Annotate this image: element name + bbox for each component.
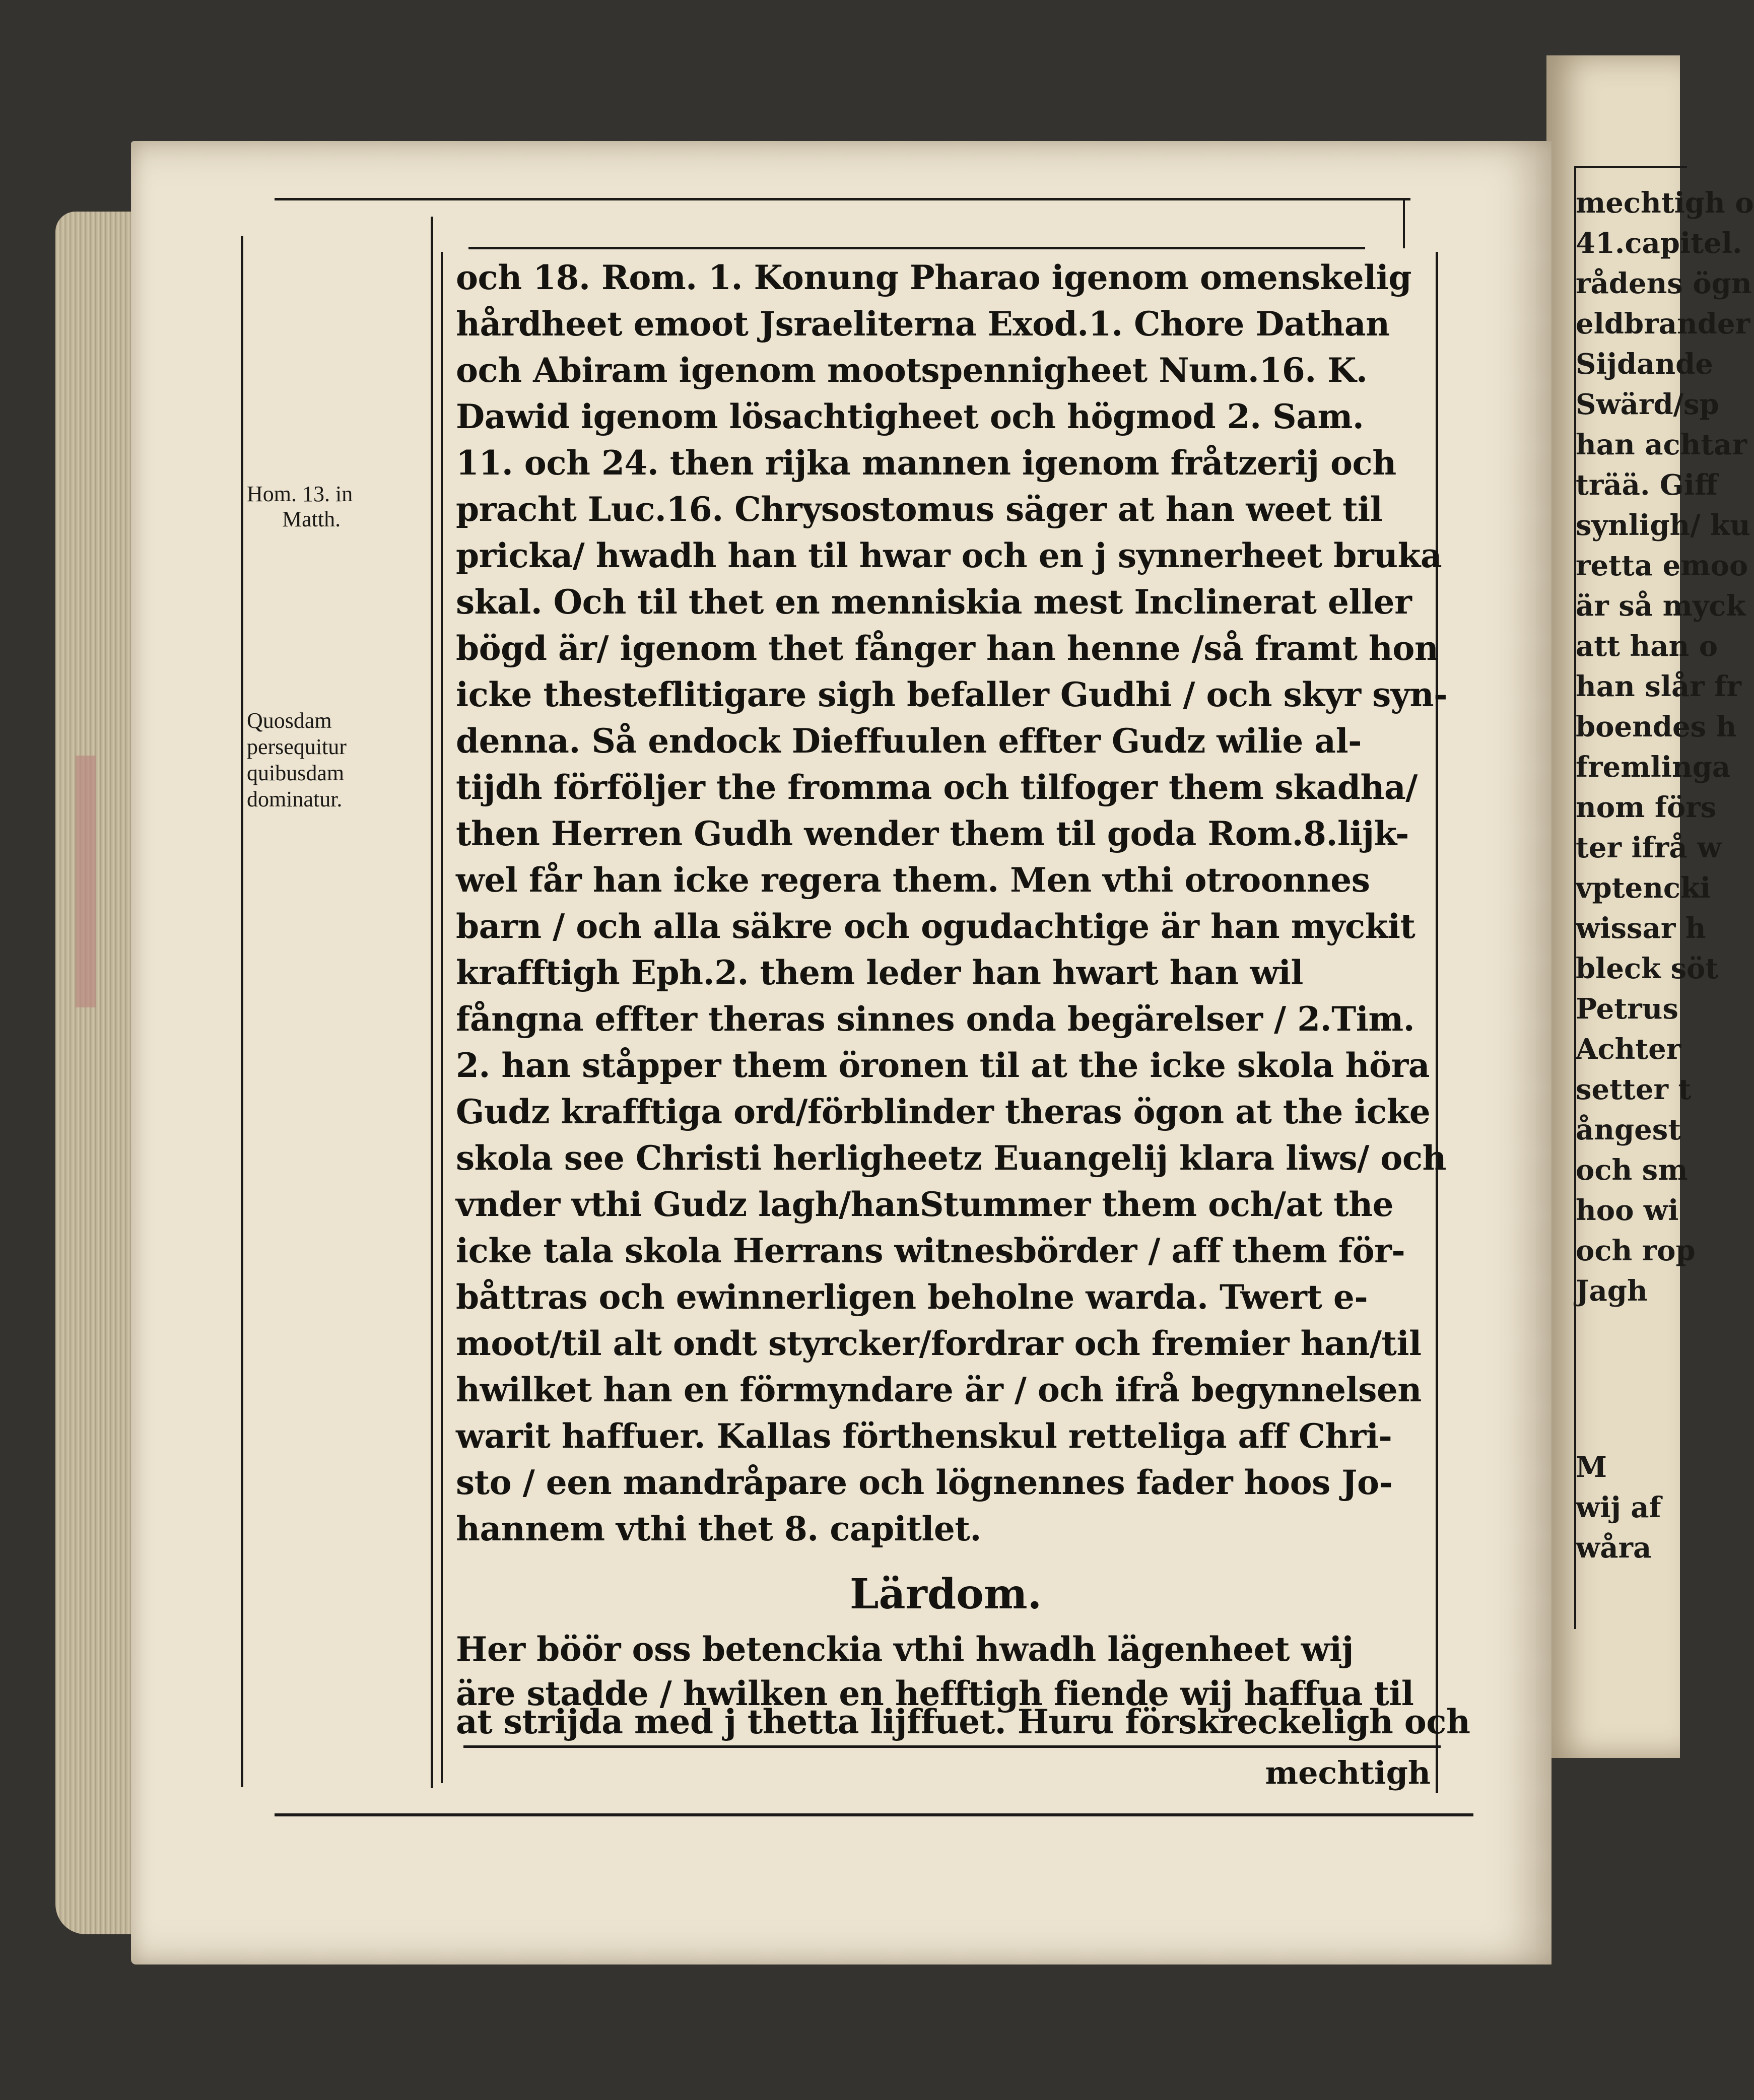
- text-line: 11. och 24. then rijka mannen igenom fråtzerij och: [456, 443, 1396, 483]
- text-line: skal. Och til thet en menniskia mest Inclinerat eller: [456, 582, 1412, 622]
- text-line: hårdheet emoot Jsraeliterna Exod.1. Chore Dathan: [456, 304, 1390, 344]
- marginal-note: Hom. 13. in: [247, 482, 353, 506]
- text-line: icke tala skola Herrans witnesbörder / aff them för-: [456, 1231, 1405, 1270]
- marginal-note: persequitur: [247, 734, 347, 759]
- facing-text-line: ångest: [1576, 1113, 1681, 1146]
- text-line: Her böör oss betenckia vthi hwadh lägenheet wij: [456, 1630, 1354, 1669]
- facing-text-line: M: [1576, 1451, 1607, 1484]
- facing-text-line: han slår fr: [1576, 670, 1741, 703]
- frame-right-rule: [1403, 198, 1405, 248]
- text-line: och 18. Rom. 1. Konung Pharao igenom omenskelig: [456, 258, 1411, 297]
- facing-text-line: nom förs: [1576, 791, 1717, 824]
- frame-left-rule: [241, 236, 243, 1787]
- facing-text-line: och sm: [1576, 1154, 1688, 1187]
- text-line: tijdh förföljer the fromma och tilfoger them skadha/: [456, 768, 1418, 807]
- text-line: pricka/ hwadh han til hwar och en j synnerheet bruka: [456, 536, 1442, 575]
- facing-text-line: boendes h: [1576, 710, 1737, 743]
- facing-text-line: wissar h: [1576, 912, 1706, 945]
- frame-bottom-rule: [275, 1813, 1473, 1816]
- facing-text-line: Jagh: [1576, 1274, 1648, 1308]
- facing-text-line: att han o: [1576, 630, 1718, 663]
- text-right-rule: [1436, 252, 1438, 1793]
- text-line: at strijda med j thetta lijffuet. Huru förskreckeligh och: [456, 1702, 1470, 1741]
- facing-text-line: trää. Giff: [1576, 468, 1718, 502]
- text-line: sto / een mandråpare och lögnennes fader hoos Jo-: [456, 1463, 1393, 1502]
- facing-text-line: han achtar: [1576, 428, 1747, 461]
- text-line: äre stadde / hwilken en hefftigh fiende wij haffua til: [456, 1674, 1414, 1713]
- marginal-note: quibusdam: [247, 761, 345, 785]
- text-line: barn / och alla säkre och ogudachtige är han myckit: [456, 907, 1415, 946]
- text-line: och Abiram igenom mootspennigheet Num.16. K.: [456, 351, 1368, 390]
- facing-text-line: Swärd/sp: [1576, 388, 1719, 421]
- facing-text-line: Achter: [1576, 1033, 1681, 1066]
- marginal-note: dominatur.: [247, 787, 343, 811]
- facing-text-line: mechtigh o: [1576, 186, 1754, 220]
- facing-text-line: Petrus: [1576, 992, 1678, 1026]
- facing-text-line: 41.capitel.: [1576, 227, 1742, 260]
- facing-text-line: retta emoo: [1576, 549, 1748, 582]
- book-edge-ribbon: [76, 756, 96, 1007]
- text-line: hwilket han en förmyndare är / och ifrå begynnelsen: [456, 1370, 1422, 1409]
- facing-text-line: bleck söt: [1576, 952, 1719, 985]
- text-left-rule: [441, 252, 443, 1783]
- text-line: pracht Luc.16. Chrysostomus säger at han weet til: [456, 490, 1383, 529]
- margin-column-divider: [431, 217, 433, 1788]
- facing-text-line: är så myck: [1576, 589, 1746, 623]
- facing-text-line: och rop: [1576, 1234, 1696, 1267]
- facing-text-line: wåra: [1576, 1531, 1652, 1565]
- text-line: 2. han ståpper them öronen til at the icke skola höra: [456, 1046, 1430, 1085]
- text-line: fångna effter theras sinnes onda begärelser / 2.Tim.: [456, 999, 1415, 1039]
- section-heading: Lärdom.: [849, 1570, 1042, 1618]
- facing-text-line: rådens ögn: [1576, 267, 1752, 300]
- marginal-note: Quosdam: [247, 708, 332, 733]
- text-line: moot/til alt ondt styrcker/fordrar och fremier han/til: [456, 1324, 1422, 1363]
- facing-text-line: fremlinga: [1576, 751, 1731, 784]
- text-line: Gudz krafftiga ord/förblinder theras ögon at the icke: [456, 1092, 1431, 1131]
- text-line: icke thesteflitigare sigh befaller Gudhi / och skyr syn-: [456, 675, 1447, 714]
- text-line: hannem vthi thet 8. capitlet.: [456, 1509, 981, 1548]
- text-bottom-rule: [463, 1745, 1441, 1748]
- text-line: Dawid igenom lösachtigheet och högmod 2. Sam.: [456, 397, 1364, 436]
- facing-text-line: wij af: [1576, 1491, 1661, 1524]
- facing-text-line: ter ifrå w: [1576, 831, 1722, 864]
- text-line: wel får han icke regera them. Men vthi otroonnes: [456, 860, 1370, 900]
- marginal-note: Matth.: [282, 507, 341, 531]
- text-top-rule: [468, 247, 1365, 249]
- facing-text-line: Sijdande: [1576, 348, 1713, 381]
- text-line: then Herren Gudh wender them til goda Rom.8.lijk-: [456, 814, 1409, 853]
- text-line: bögd är/ igenom thet fånger han henne /så framt hon: [456, 629, 1439, 668]
- facing-text-line: vptencki: [1576, 871, 1711, 905]
- text-line: båttras och ewinnerligen beholne warda. Twert e-: [456, 1277, 1368, 1317]
- text-line: krafftigh Eph.2. them leder han hwart han wil: [456, 953, 1303, 992]
- catchword: mechtigh: [1265, 1754, 1431, 1791]
- text-line: skola see Christi herligheetz Euangelij klara liws/ och: [456, 1138, 1447, 1178]
- frame-top-rule: [275, 198, 1410, 200]
- facing-text-line: setter t: [1576, 1073, 1692, 1106]
- facing-text-line: eldbrander: [1576, 307, 1750, 341]
- text-line: denna. Så endock Dieffuulen effter Gudz wilie al-: [456, 721, 1362, 761]
- text-line: vnder vthi Gudz lagh/hanStummer them och/at the: [456, 1185, 1394, 1224]
- facing-text-line: hoo wi: [1576, 1194, 1679, 1227]
- text-line: warit haffuer. Kallas förthenskul retteliga aff Chri-: [456, 1416, 1392, 1456]
- facing-text-line: synligh/ ku: [1576, 509, 1750, 542]
